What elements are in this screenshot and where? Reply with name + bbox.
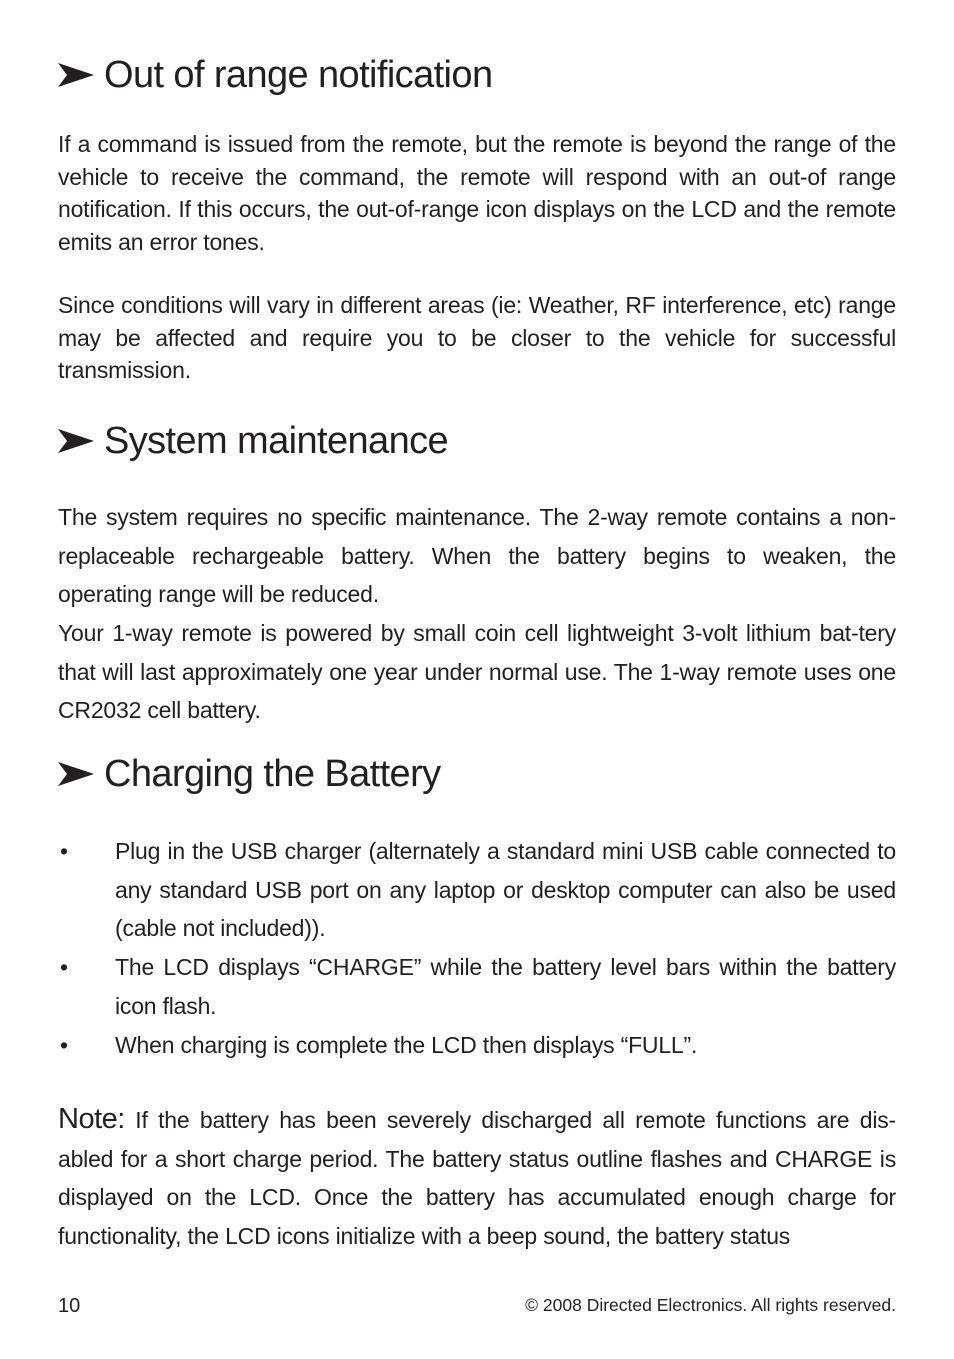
- manual-page: [58, 0, 896, 1359]
- heading-charging-battery: [58, 753, 441, 796]
- list-item-text: Plug in the USB charger (alternately a standard mini USB cable connected to any standard USB port on any laptop or desktop computer can also be used (cable not included)).: [115, 838, 896, 942]
- list-item: [58, 832, 896, 948]
- list-item: [58, 1026, 896, 1065]
- charging-steps-list: [58, 832, 896, 1064]
- arrowhead-icon: [58, 61, 94, 89]
- bullet-icon: •: [60, 838, 68, 864]
- arrowhead-icon: [58, 760, 94, 788]
- arrowhead-icon: [58, 427, 94, 455]
- bullet-icon: •: [60, 1031, 68, 1058]
- list-item-text: The LCD displays “CHARGE” while the battery level bars within the battery icon flash.: [115, 954, 896, 1019]
- heading-system-maintenance: [58, 420, 448, 463]
- paragraph: If a command is issued from the remote, but the remote is beyond the range of the vehicle to receive the command, the remote will respond with an out-of range notification. If this occurs, the out-of-range icon displays on the LCD and the remote emits an error tones.: [58, 131, 896, 255]
- paragraph: Your 1-way remote is powered by small coin cell lightweight 3-volt lithium bat-tery that will last approximately one year under normal use. The 1-way remote uses one CR2032 cell battery.: [58, 620, 896, 724]
- heading-text: System maintenance: [104, 420, 449, 462]
- list-item: [58, 948, 896, 1025]
- page-number: 10: [58, 1295, 81, 1317]
- heading-out-of-range: [58, 54, 492, 97]
- heading-text: Charging the Battery: [104, 753, 441, 795]
- bullet-icon: •: [60, 954, 68, 981]
- list-item-text: When charging is complete the LCD then displays “FULL”.: [115, 1031, 698, 1058]
- note-paragraph: [58, 1100, 896, 1256]
- paragraph: The system requires no specific maintenance. The 2-way remote contains a non-replaceable rechargeable battery. When the battery begins to weaken, the operating range will be reduced.: [58, 504, 896, 608]
- heading-text: Out of range notification: [104, 54, 493, 96]
- copyright-notice: © 2008 Directed Electronics. All rights reserved.: [525, 1295, 896, 1315]
- note-label: Note:: [58, 1103, 125, 1135]
- note-text: If the battery has been severely discharged all remote functions are dis-abled for a short charge period. The battery status outline flashes and CHARGE is displayed on the LCD. Once the battery has accumulated enough charge for functionality, the LCD icons initialize with a beep sound, the battery status: [58, 1107, 896, 1250]
- paragraph: Since conditions will vary in different areas (ie: Weather, RF interference, etc) range may be affected and require you to be closer to the vehicle for successful transmission.: [58, 292, 896, 383]
